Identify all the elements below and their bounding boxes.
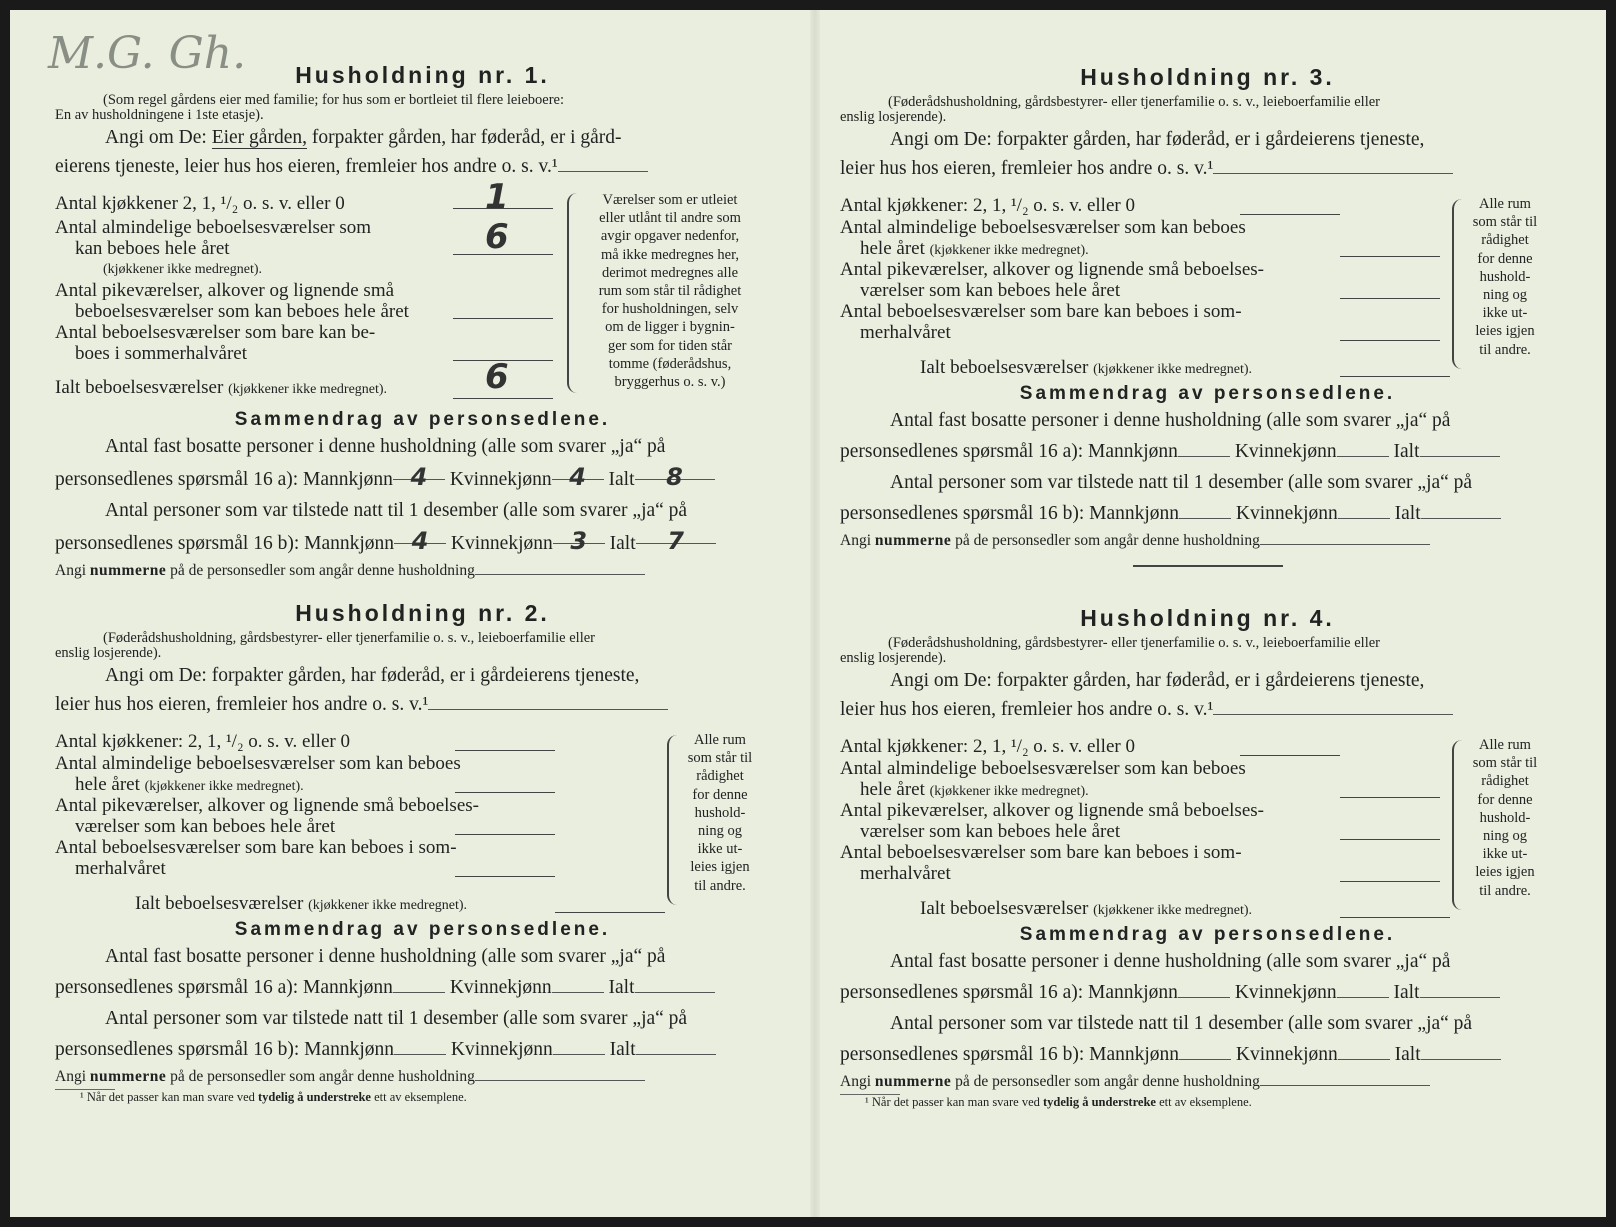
occupancy-question-cont: leier hus hos eieren, fremleier hos andre o. s. v.¹: [840, 695, 1575, 724]
small-rooms-label-cont: værelser som kan beboes hele året: [75, 816, 336, 837]
answer-blank[interactable]: [1213, 697, 1453, 715]
small-rooms-field[interactable]: [1340, 820, 1440, 840]
footnote: ¹ Når det passer kan man svare ved tydelig å understreke ett av eksemplene.: [840, 1094, 900, 1110]
resident-male-field[interactable]: [1178, 980, 1230, 998]
total-rooms-field[interactable]: [1340, 357, 1450, 377]
household-title: Husholdning nr. 4.: [1080, 605, 1335, 631]
present-total-field[interactable]: [1421, 501, 1501, 519]
rooms-section: [55, 725, 790, 915]
rooms-regular-field[interactable]: [1340, 778, 1440, 798]
resident-total-field[interactable]: 8: [635, 462, 715, 480]
answer-blank[interactable]: [428, 692, 668, 710]
small-rooms-label: Antal pikeværelser, alkover og lignende små beboelses-: [840, 259, 1264, 280]
small-rooms-field[interactable]: [453, 299, 553, 319]
household-note: (Føderådshusholdning, gårdsbestyrer- eller tjenerfamilie o. s. v., leieboerfamilie eller enslig losjerende).: [840, 94, 1381, 125]
kitchens-field[interactable]: [1240, 736, 1340, 756]
occupancy-question: Angi om De: forpakter gården, har føderåd, er i gårdeierens tjeneste,: [890, 129, 1425, 150]
present-female-field[interactable]: [553, 1037, 605, 1055]
sheet-numbers-field[interactable]: [1260, 1072, 1430, 1086]
summary-residents: Antal fast bosatte personer i denne husholdning (alle som svarer „ja“ på personsedlenes spørsmål 16 a): Mannkjønn Kvinnekjønn Ialt Antal personer som var tilstede natt til 1 desember (alle som svarer „ja“ på personsedlenes spørsmål 16 b): Mannkjønn Kvinnekjønn Ialt: [840, 946, 1575, 1070]
resident-female-field[interactable]: [552, 975, 604, 993]
occupancy-question-cont: leier hus hos eieren, fremleier hos andre o. s. v.¹: [55, 690, 790, 719]
resident-male-field[interactable]: 4: [393, 462, 445, 480]
summer-rooms-label-cont: merhalvåret: [75, 858, 166, 879]
household-note: (Føderådshusholdning, gårdsbestyrer- eller tjenerfamilie o. s. v., leieboerfamilie eller enslig losjerende).: [840, 635, 1381, 666]
sheet-numbers-line: Angi nummerne på de personsedler som angår denne husholdning: [840, 1070, 1575, 1094]
summer-rooms-field[interactable]: [1340, 862, 1440, 882]
household-1: [55, 62, 790, 583]
summer-rooms-label-cont: merhalvåret: [860, 863, 951, 884]
kitchens-label: Antal kjøkkener: 2, 1, ¹/₂ o. s. v. eller 0: [840, 195, 1135, 216]
summer-rooms-label: Antal beboelsesværelser som bare kan beboes i som-: [55, 837, 457, 858]
rooms-sidenote: Værelser som er utleiet eller utlånt til andre som avgir opgaver nedenfor, må ikke medregnes her, derimot medregnes alle rum som står til rådighet for husholdningen, selv om de ligger i bygnin- ger som for tiden står tomme (føderådshus, bryggerhus o. s. v.): [598, 192, 742, 391]
census-sheet: [10, 10, 1606, 1217]
rooms-regular-label: Antal almindelige beboelsesværelser som kan beboes: [840, 217, 1246, 238]
household-title: Husholdning nr. 2.: [295, 600, 550, 626]
sheet-numbers-line: Angi nummerne på de personsedler som angår denne husholdning: [55, 1065, 790, 1089]
resident-total-field[interactable]: [1420, 980, 1500, 998]
total-rooms-field[interactable]: [555, 893, 665, 913]
rooms-sidenote: Alle rum som står til rådighet for denne hushold- ning og ikke ut- leies igjen til andre.: [1472, 737, 1538, 899]
sheet-numbers-field[interactable]: [1260, 531, 1430, 545]
total-rooms-label: Ialt beboelsesværelser (kjøkkener ikke medregnet).: [920, 898, 1253, 919]
summary-residents: Antal fast bosatte personer i denne husholdning (alle som svarer „ja“ på personsedlenes spørsmål 16 a): Mannkjønn Kvinnekjønn Ialt Antal personer som var tilstede natt til 1 desember (alle som svarer „ja“ på personsedlenes spørsmål 16 b): Mannkjønn Kvinnekjønn Ialt: [55, 941, 790, 1065]
rooms-regular-label: Antal almindelige beboelsesværelser som: [55, 217, 372, 238]
total-rooms-label: Ialt beboelsesværelser (kjøkkener ikke medregnet).: [55, 377, 388, 398]
occupancy-question: Angi om De: forpakter gården, har føderåd, er i gårdeierens tjeneste,: [890, 670, 1425, 691]
rooms-regular-label-cont: kan beboes hele året: [75, 238, 230, 259]
household-note: (Føderådshusholdning, gårdsbestyrer- eller tjenerfamilie o. s. v., leieboerfamilie eller enslig losjerende).: [55, 630, 596, 661]
summer-rooms-field[interactable]: [455, 857, 555, 877]
summer-rooms-label: Antal beboelsesværelser som bare kan be-: [55, 322, 376, 343]
kitchens-field[interactable]: [1240, 195, 1340, 215]
kitchens-value: 1: [485, 177, 509, 217]
household-3: [840, 64, 1575, 579]
resident-female-field[interactable]: 4: [552, 462, 604, 480]
sheet-numbers-field[interactable]: [475, 561, 645, 575]
summary-residents: Antal fast bosatte personer i denne husholdning (alle som svarer „ja“ på personsedlenes spørsmål 16 a): Mannkjønn 4 Kvinnekjønn 4 Ialt 8 Antal personer som var tilstede natt til 1 desember (alle som svarer „ja“ på personsedlenes spørsmål 16 b): Mannkjønn 4 Kvinnekjønn 3 Ialt 7: [55, 431, 790, 559]
rooms-regular-label: Antal almindelige beboelsesværelser som kan beboes: [55, 753, 461, 774]
resident-female-field[interactable]: [1337, 980, 1389, 998]
rooms-sidenote: Alle rum som står til rådighet for denne hushold- ning og ikke ut- leies igjen til andre.: [687, 732, 753, 894]
present-female-field[interactable]: 3: [553, 526, 605, 544]
rooms-regular-label-cont: hele året (kjøkkener ikke medregnet).: [860, 779, 1089, 800]
rooms-regular-label-cont: hele året (kjøkkener ikke medregnet).: [75, 774, 304, 795]
summary-title: Sammendrag av personsedlene.: [1019, 383, 1396, 404]
occupancy-question-cont: leier hus hos eieren, fremleier hos andre o. s. v.¹: [840, 154, 1575, 183]
resident-female-field[interactable]: [1337, 439, 1389, 457]
rooms-regular-value: 6: [485, 217, 509, 257]
rooms-sidenote: Alle rum som står til rådighet for denne hushold- ning og ikke ut- leies igjen til andre.: [1472, 196, 1538, 358]
present-female-field[interactable]: [1338, 1042, 1390, 1060]
answer-blank[interactable]: [558, 154, 648, 172]
household-4: [840, 605, 1575, 1110]
household-title: Husholdning nr. 1.: [295, 62, 550, 88]
occupancy-question: Angi om De: Eier gården, forpakter gården, har føderåd, er i gård-: [105, 127, 622, 148]
rooms-section: [55, 177, 790, 405]
kitchens-field[interactable]: [455, 731, 555, 751]
resident-male-field[interactable]: [1178, 439, 1230, 457]
total-rooms-label: Ialt beboelsesværelser (kjøkkener ikke medregnet).: [920, 357, 1253, 378]
page-fold: [810, 10, 820, 1217]
section-divider: [1133, 565, 1283, 567]
occupancy-question: Angi om De: forpakter gården, har føderåd, er i gårdeierens tjeneste,: [105, 665, 640, 686]
sheet-numbers-line: Angi nummerne på de personsedler som angår denne husholdning: [55, 559, 790, 583]
rooms-regular-field[interactable]: [455, 773, 555, 793]
total-rooms-label: Ialt beboelsesværelser (kjøkkener ikke medregnet).: [135, 893, 468, 914]
small-rooms-label-cont: værelser som kan beboes hele året: [860, 821, 1121, 842]
resident-total-field[interactable]: [635, 975, 715, 993]
household-note: (Som regel gårdens eier med familie; for hus som er bortleiet til flere leieboere: En av husholdningene i 1ste etasje).: [55, 92, 565, 123]
present-total-field[interactable]: [1421, 1042, 1501, 1060]
small-rooms-label: Antal pikeværelser, alkover og lignende små beboelses-: [840, 800, 1264, 821]
summary-residents: Antal fast bosatte personer i denne husholdning (alle som svarer „ja“ på personsedlenes spørsmål 16 a): Mannkjønn Kvinnekjønn Ialt Antal personer som var tilstede natt til 1 desember (alle som svarer „ja“ på personsedlenes spørsmål 16 b): Mannkjønn Kvinnekjønn Ialt: [840, 405, 1575, 529]
resident-male-field[interactable]: [393, 975, 445, 993]
household-2: [55, 600, 790, 1105]
footnote: ¹ Når det passer kan man svare ved tydelig å understreke ett av eksemplene.: [55, 1089, 115, 1105]
rooms-regular-note: (kjøkkener ikke medregnet).: [103, 262, 262, 277]
summer-rooms-field[interactable]: [1340, 321, 1440, 341]
kitchens-label: Antal kjøkkener: 2, 1, ¹/₂ o. s. v. eller 0: [840, 736, 1135, 757]
rooms-section: [840, 730, 1575, 920]
summary-title: Sammendrag av personsedlene.: [234, 409, 611, 430]
total-rooms-field[interactable]: [1340, 898, 1450, 918]
summer-rooms-label: Antal beboelsesværelser som bare kan beboes i som-: [840, 301, 1242, 322]
occupancy-question-cont: eierens tjeneste, leier hus hos eieren, fremleier hos andre o. s. v.¹: [55, 152, 790, 181]
answer-blank[interactable]: [1213, 156, 1453, 174]
sheet-numbers-field[interactable]: [475, 1067, 645, 1081]
present-male-field[interactable]: [1179, 1042, 1231, 1060]
handwritten-signature: M.G. Gh.: [48, 28, 247, 79]
resident-total-field[interactable]: [1420, 439, 1500, 457]
small-rooms-label: Antal pikeværelser, alkover og lignende små: [55, 280, 395, 301]
present-total-field[interactable]: [636, 1037, 716, 1055]
rooms-regular-field[interactable]: [1340, 237, 1440, 257]
summer-rooms-label-cont: boes i sommerhalvåret: [75, 343, 248, 364]
summary-title: Sammendrag av personsedlene.: [234, 919, 611, 940]
rooms-regular-label: Antal almindelige beboelsesværelser som kan beboes: [840, 758, 1246, 779]
sheet-numbers-line: Angi nummerne på de personsedler som angår denne husholdning: [840, 529, 1575, 553]
kitchens-label: Antal kjøkkener 2, 1, ¹/₂ o. s. v. eller 0: [55, 193, 345, 214]
small-rooms-label-cont: beboelsesværelser som kan beboes hele året: [75, 301, 409, 322]
present-female-field[interactable]: [1338, 501, 1390, 519]
present-male-field[interactable]: [1179, 501, 1231, 519]
small-rooms-label: Antal pikeværelser, alkover og lignende små beboelses-: [55, 795, 479, 816]
present-male-field[interactable]: 4: [394, 526, 446, 544]
kitchens-label: Antal kjøkkener: 2, 1, ¹/₂ o. s. v. eller 0: [55, 731, 350, 752]
total-rooms-value: 6: [485, 357, 509, 397]
summary-title: Sammendrag av personsedlene.: [1019, 924, 1396, 945]
small-rooms-field[interactable]: [1340, 279, 1440, 299]
occupancy-answer[interactable]: Eier gården,: [211, 127, 307, 148]
rooms-regular-label-cont: hele året (kjøkkener ikke medregnet).: [860, 238, 1089, 259]
summer-rooms-label: Antal beboelsesværelser som bare kan beboes i som-: [840, 842, 1242, 863]
small-rooms-label-cont: værelser som kan beboes hele året: [860, 280, 1121, 301]
summer-rooms-label-cont: merhalvåret: [860, 322, 951, 343]
household-title: Husholdning nr. 3.: [1080, 64, 1335, 90]
present-total-field[interactable]: 7: [636, 526, 716, 544]
rooms-section: [840, 189, 1575, 379]
present-male-field[interactable]: [394, 1037, 446, 1055]
small-rooms-field[interactable]: [455, 815, 555, 835]
